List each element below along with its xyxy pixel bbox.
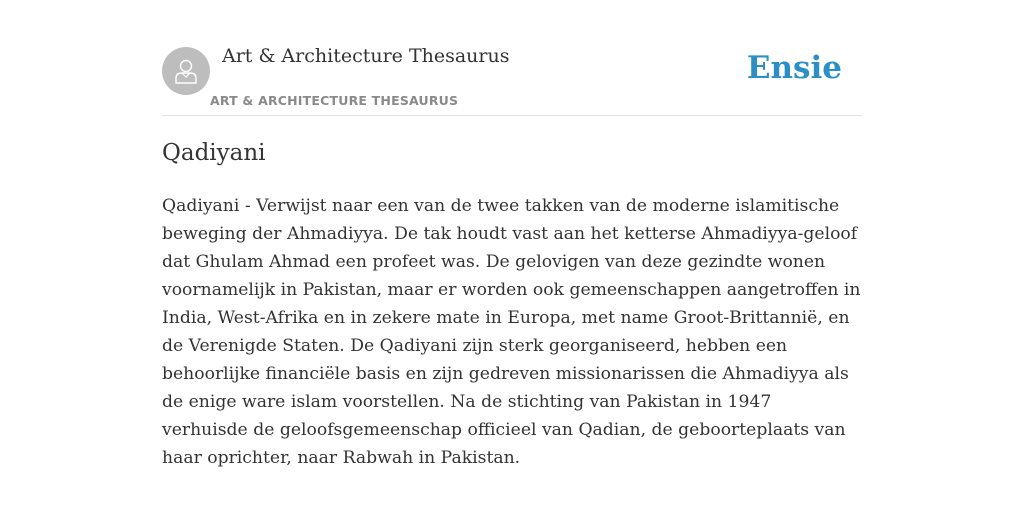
author-name[interactable]: Art & Architecture Thesaurus xyxy=(222,45,510,67)
header-divider xyxy=(162,115,862,116)
ensie-logo[interactable]: Ensie xyxy=(746,50,842,86)
source-label[interactable]: ART & ARCHITECTURE THESAURUS xyxy=(210,93,459,108)
avatar[interactable] xyxy=(162,47,210,95)
entry-body: Qadiyani - Verwijst naar een van de twee takken van de moderne islamitische beweging der Ahmadiyya. De tak houdt vast aan het ketterse Ahmadiyya-geloof dat Ghulam Ahmad een profeet was. De gelovigen van deze gezindte wonen voornamelijk in Pakistan, maar er worden ook gemeenschappen aangetroffen in India, West-Afrika en in zekere mate in Europa, met name Groot-Brittannië, en de Verenigde Staten. De Qadiyani zijn sterk georganiseerd, hebben een behoorlijke financiële basis en zijn gedreven missionarissen die Ahmadiyya als de enige ware islam voorstellen. Na de stichting van Pakistan in 1947 verhuisde de geloofsgemeenschap officieel van Qadian, de geboorteplaats van haar oprichter, naar Rabwah in Pakistan. xyxy=(162,196,861,468)
user-icon xyxy=(172,57,200,85)
entry-title: Qadiyani xyxy=(162,140,266,166)
